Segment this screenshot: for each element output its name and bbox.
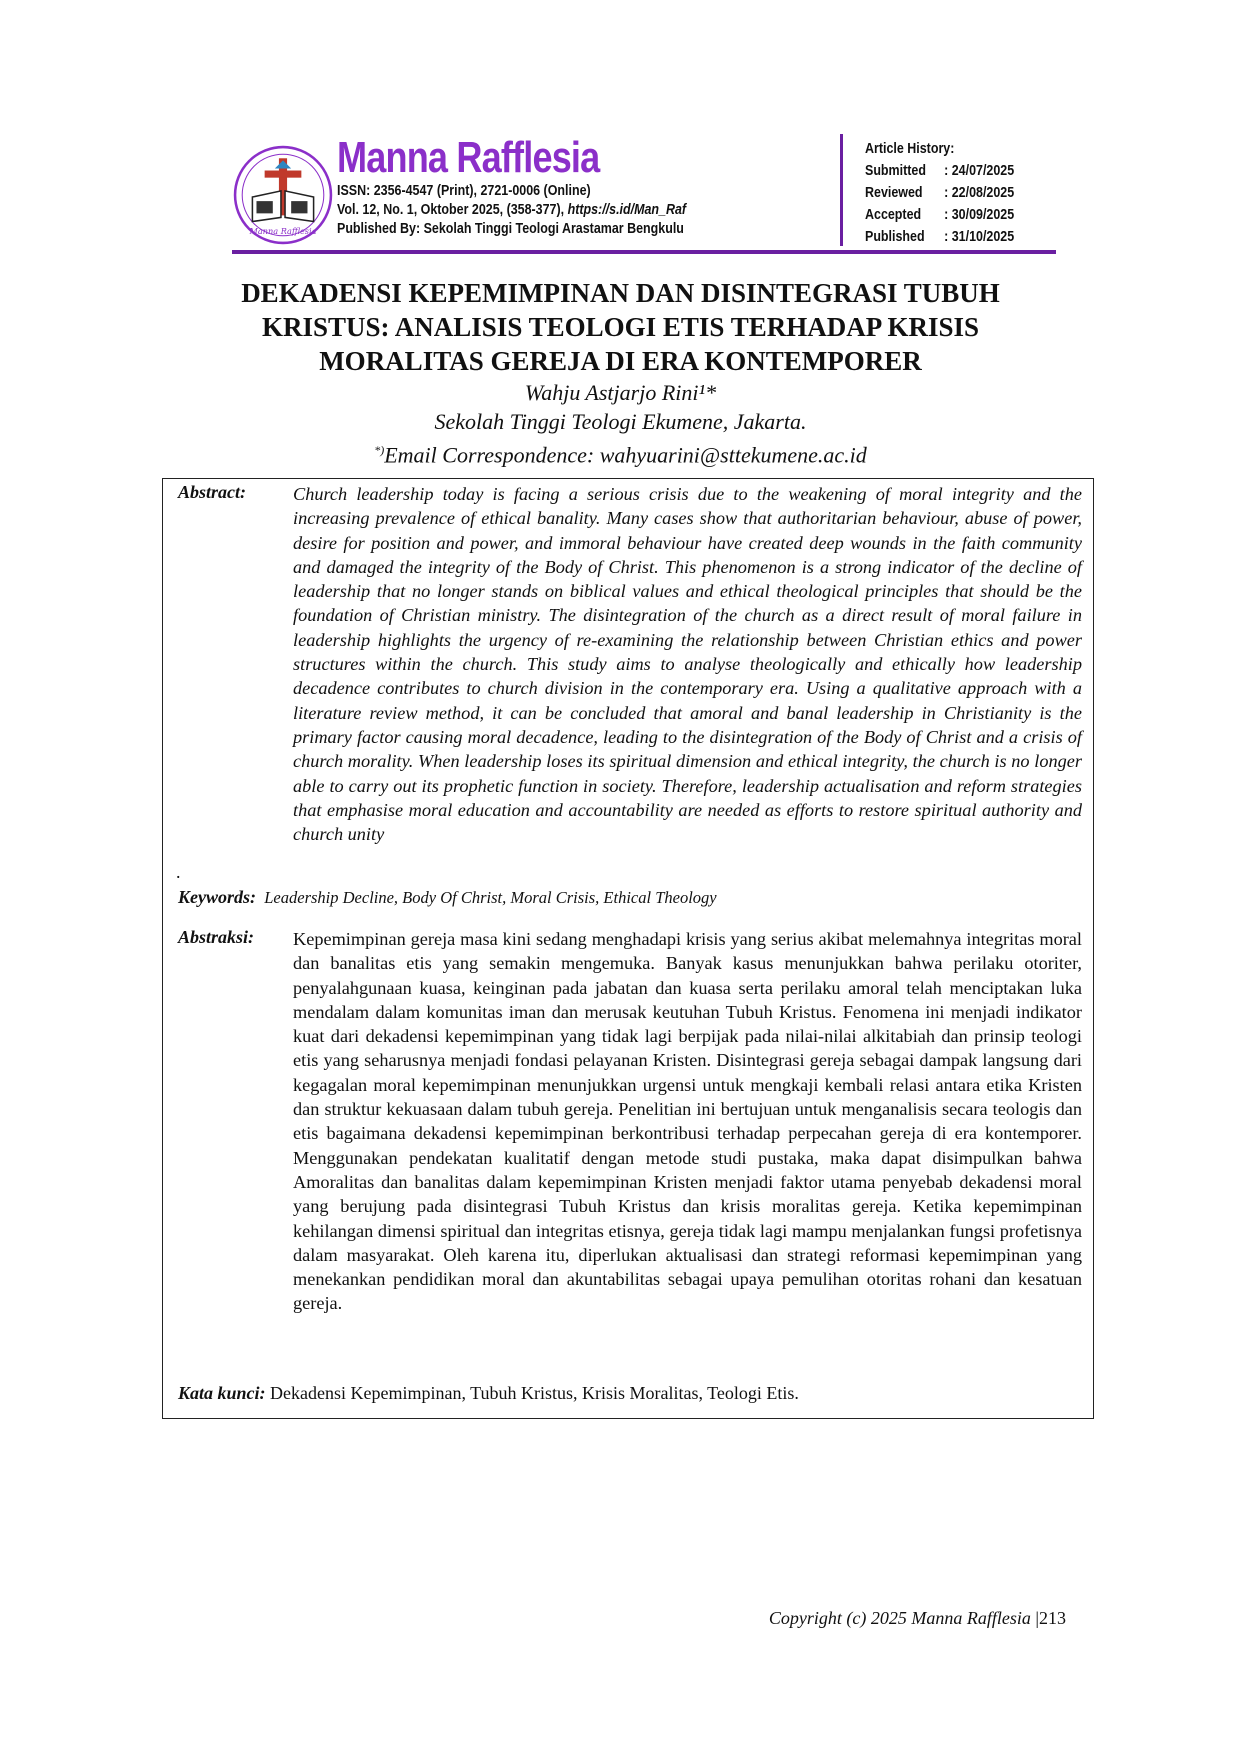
page-number: 213 [1039, 1608, 1066, 1628]
keywords-text: Leadership Decline, Body Of Christ, Moral Crisis, Ethical Theology [264, 888, 717, 907]
history-label: Submitted [865, 163, 926, 179]
author-affiliation: Sekolah Tinggi Teologi Ekumene, Jakarta. [434, 409, 807, 434]
abstract-text: Church leadership today is facing a serious crisis due to the weakening of moral integrity and the increasing prevalence of ethical banality. Many cases show that authoritarian behaviour, abuse of power, desire for position and power, and immoral behaviour have created deep wounds in the faith community and damaged the integrity of the Body of Christ. This phenomenon is a strong indicator of the decline of leadership that no longer stands on biblical values and ethical theological principles that should be the foundation of Christian ministry. The disintegration of the church as a direct result of moral failure in leadership highlights the urgency of re-examining the relationship between Christian ethics and power structures within the church. This study aims to analyse theologically and ethically how leadership decadence contributes to church division in the contemporary era. Using a qualitative approach with a literature review method, it can be concluded that amoral and banal leadership in Christianity is the primary factor causing moral decadence, leading to the disintegration of the Body of Christ and a crisis of church morality. When leadership loses its spiritual dimension and ethical integrity, the church is no longer able to carry out its prophetic function in society. Therefore, leadership actualisation and reform strategies that emphasise moral education and accountability are needed as efforts to restore spiritual authority and church unity [293, 484, 1082, 845]
kata-kunci-text: Dekadensi Kepemimpinan, Tubuh Kristus, Krisis Moralitas, Teologi Etis. [270, 1383, 799, 1403]
history-row-published [865, 226, 1037, 248]
header-divider-horizontal [232, 250, 1056, 254]
page-footer [700, 1608, 1066, 1629]
kata-kunci-line [178, 1383, 799, 1404]
keywords-label: Keywords: [178, 887, 256, 907]
abstraksi-text: Kepemimpinan gereja masa kini sedang menghadapi krisis yang serius akibat melemahnya integritas moral dan banalitas etis yang semakin mengemuka. Banyak kasus menunjukkan bahwa perilaku otoriter, penyalahgunaan kuasa, keinginan pada jabatan dan kuasa serta perilaku amoral telah menciptakan luka mendalam dalam komunitas iman dan merusak keutuhan Tubuh Kristus. Fenomena ini menjadi indikator kuat dari dekadensi kepemimpinan yang tidak lagi berpijak pada nilai-nilai alkitabiah dan prinsip teologi etis yang seharusnya menjadi fondasi pelayanan Kristen. Disintegrasi gereja sebagai dampak langsung dari kegagalan moral kepemimpinan menunjukkan urgensi untuk mengkaji kembali relasi antara etika Kristen dan struktur kekuasaan dalam tubuh gereja. Penelitian ini bertujuan untuk menganalisis secara teologis dan etis bagaimana dekadensi kepemimpinan berkontribusi terhadap perpecahan gereja di era kontemporer. Menggunakan pendekatan kualitatif dengan metode studi pustaka, maka dapat disimpulkan bahwa Amoralitas dan banalitas dalam kepemimpinan Kristen menjadi faktor utama penyebab dekadensi moral yang berujung pada disintegrasi Tubuh Kristus dan krisis moralitas gereja. Ketika kepemimpinan kehilangan dimensi spiritual dan integritas etisnya, gereja tidak lagi mampu menjalankan fungsi profetisnya dalam masyarakat. Oleh karena itu, diperlukan aktualisasi dan strategi reformasi kepemimpinan yang menekankan pendidikan moral dan akuntabilitas sebagai upaya pemulihan otoritas rohani dan kesatuan gereja. [293, 929, 1082, 1314]
history-value: : 30/09/2025 [944, 207, 1015, 223]
svg-text:Manna Rafflesia: Manna Rafflesia [249, 225, 317, 236]
journal-header [232, 134, 1056, 254]
history-value: : 24/07/2025 [944, 163, 1015, 179]
history-label: Reviewed [865, 185, 923, 201]
history-value: : 22/08/2025 [944, 185, 1015, 201]
copyright-text: Copyright (c) 2025 Manna Rafflesia [768, 1608, 1031, 1628]
history-row-reviewed [865, 182, 1037, 204]
history-label: Published [865, 229, 925, 245]
history-row-accepted [865, 204, 1037, 226]
abstract-label: Abstract: [178, 482, 247, 502]
article-history-title: Article History: [865, 141, 955, 157]
journal-info [337, 134, 737, 239]
journal-name: Manna Rafflesia [337, 133, 600, 182]
volume-line [337, 201, 687, 220]
journal-url-link[interactable]: https://s.id/Man_Raf [567, 202, 687, 218]
abstraksi-label: Abstraksi: [178, 927, 255, 947]
article-history [865, 138, 1065, 248]
volume-text: Vol. 12, No. 1, Oktober 2025, (358-377), [337, 202, 568, 218]
header-divider-vertical [840, 134, 843, 246]
history-row-submitted [865, 160, 1037, 182]
article-title [160, 276, 1081, 378]
history-value: : 31/10/2025 [944, 229, 1015, 245]
author-email-line [160, 436, 1081, 469]
kata-kunci-label: Kata kunci: [178, 1383, 266, 1403]
publisher-line: Published By: Sekolah Tinggi Teologi Arastamar Bengkulu [337, 221, 684, 237]
author-block [160, 378, 1081, 469]
title-line: KRISTUS: ANALISIS TEOLOGI ETIS TERHADAP KRISIS [261, 312, 980, 342]
email-mark: *) [374, 443, 385, 457]
keywords-line [178, 887, 717, 908]
title-line: DEKADENSI KEPEMIMPINAN DAN DISINTEGRASI TUBUH [241, 278, 1000, 308]
history-label: Accepted [865, 207, 922, 223]
footer-separator: | [1035, 1608, 1039, 1628]
issn-line: ISSN: 2356-4547 (Print), 2721-0006 (Online) [337, 183, 591, 199]
author-email: Email Correspondence: wahyuarini@sttekumene.ac.id [384, 442, 867, 468]
author-name: Wahju Astjarjo Rini¹* [524, 380, 717, 405]
title-line: MORALITAS GEREJA DI ERA KONTEMPORER [319, 346, 922, 376]
abstract-trailing-dot: . [176, 862, 181, 882]
journal-seal-logo [232, 144, 334, 246]
